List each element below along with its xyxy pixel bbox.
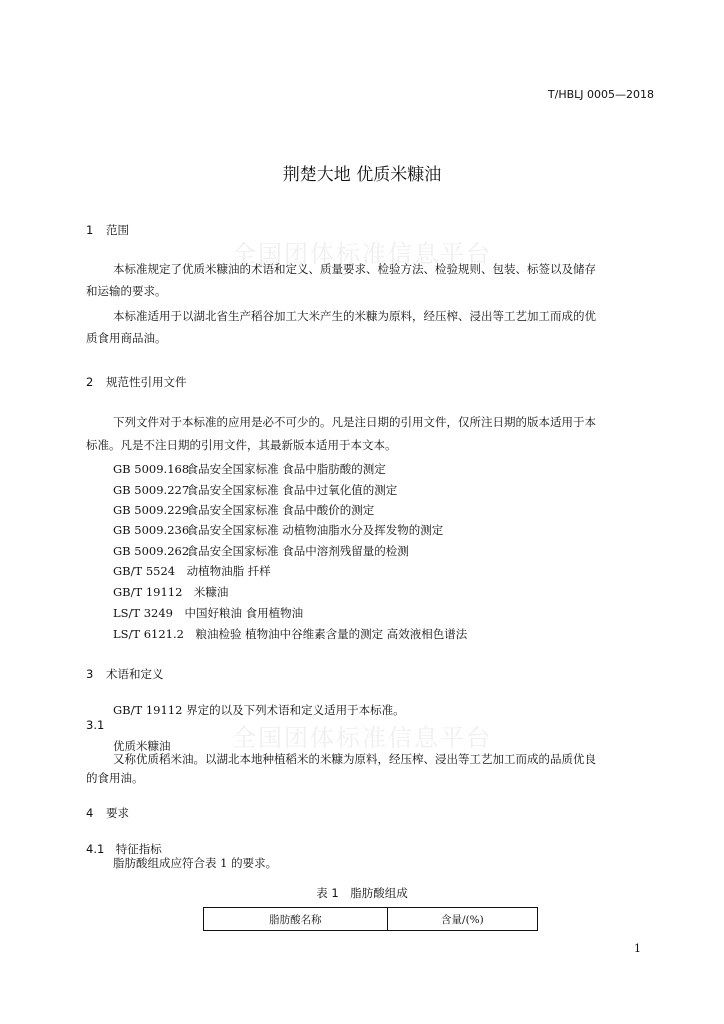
reference-item: GB 5009.236 食品安全国家标准 动植物油脂水分及挥发物的测定 bbox=[113, 523, 444, 537]
paragraph: 本标准规定了优质米糠油的术语和定义、质量要求、检验方法、检验规则、包装、标签以及储存 bbox=[113, 262, 596, 276]
reference-item: LS/T 3249 中国好粮油 食用植物油 bbox=[113, 606, 304, 620]
subclause-number: 3.1 bbox=[86, 718, 105, 732]
reference-item: GB/T 5524 动植物油脂 扦样 bbox=[113, 564, 271, 578]
watermark: 全国团体标准信息平台 bbox=[232, 240, 492, 268]
page-number: 1 bbox=[634, 942, 641, 955]
reference-item: GB 5009.227 食品安全国家标准 食品中过氧化值的测定 bbox=[113, 483, 398, 497]
paragraph: 和运输的要求。 bbox=[86, 284, 167, 298]
watermark: 全国团体标准信息平台 bbox=[232, 724, 492, 752]
table-caption: 表 1 脂肪酸组成 bbox=[316, 886, 408, 900]
paragraph: GB/T 19112 界定的以及下列术语和定义适用于本标准。 bbox=[113, 703, 405, 717]
section-heading-2: 2 规范性引用文件 bbox=[86, 375, 187, 389]
term-definition: 又称优质稻米油。以湖北本地种植稻米的米糠为原料，经压榨、浸出等工艺加工而成的品质优良 bbox=[113, 752, 596, 766]
table-header-row bbox=[204, 908, 538, 931]
term-definition: 的食用油。 bbox=[86, 771, 144, 785]
paragraph: 下列文件对于本标准的应用是必不可少的。凡是注日期的引用文件，仅所注日期的版本适用于本 bbox=[113, 415, 596, 429]
reference-item: GB 5009.168 食品安全国家标准 食品中脂肪酸的测定 bbox=[113, 462, 386, 476]
paragraph: 脂肪酸组成应符合表 1 的要求。 bbox=[113, 856, 278, 870]
paragraph: 本标准适用于以湖北省生产稻谷加工大米产生的米糠为原料，经压榨、浸出等工艺加工而成的优 bbox=[113, 309, 596, 323]
section-heading-1: 1 范围 bbox=[86, 223, 129, 237]
term-name: 优质米糠油 bbox=[113, 739, 171, 753]
reference-item: GB 5009.262 食品安全国家标准 食品中溶剂残留量的检测 bbox=[113, 544, 409, 558]
document-title: 荆楚大地 优质米糠油 bbox=[282, 165, 442, 185]
reference-item: LS/T 6121.2 粮油检验 植物油中谷维素含量的测定 高效液相色谱法 bbox=[113, 627, 468, 641]
paragraph: 标准。凡是不注日期的引用文件，其最新版本适用于本文本。 bbox=[86, 438, 397, 452]
column-header: 脂肪酸名称 bbox=[204, 908, 388, 931]
reference-item: GB/T 19112 米糠油 bbox=[113, 585, 229, 599]
paragraph: 质食用商品油。 bbox=[86, 331, 167, 345]
column-header: 含量/(%) bbox=[387, 908, 537, 931]
reference-item: GB 5009.229 食品安全国家标准 食品中酸价的测定 bbox=[113, 503, 375, 517]
standard-number: T/HBLJ 0005—2018 bbox=[547, 88, 654, 101]
section-heading-4: 4 要求 bbox=[86, 806, 129, 820]
subclause-heading: 4.1 特征指标 bbox=[86, 842, 162, 856]
section-heading-3: 3 术语和定义 bbox=[86, 667, 164, 681]
fatty-acid-table bbox=[203, 907, 538, 931]
